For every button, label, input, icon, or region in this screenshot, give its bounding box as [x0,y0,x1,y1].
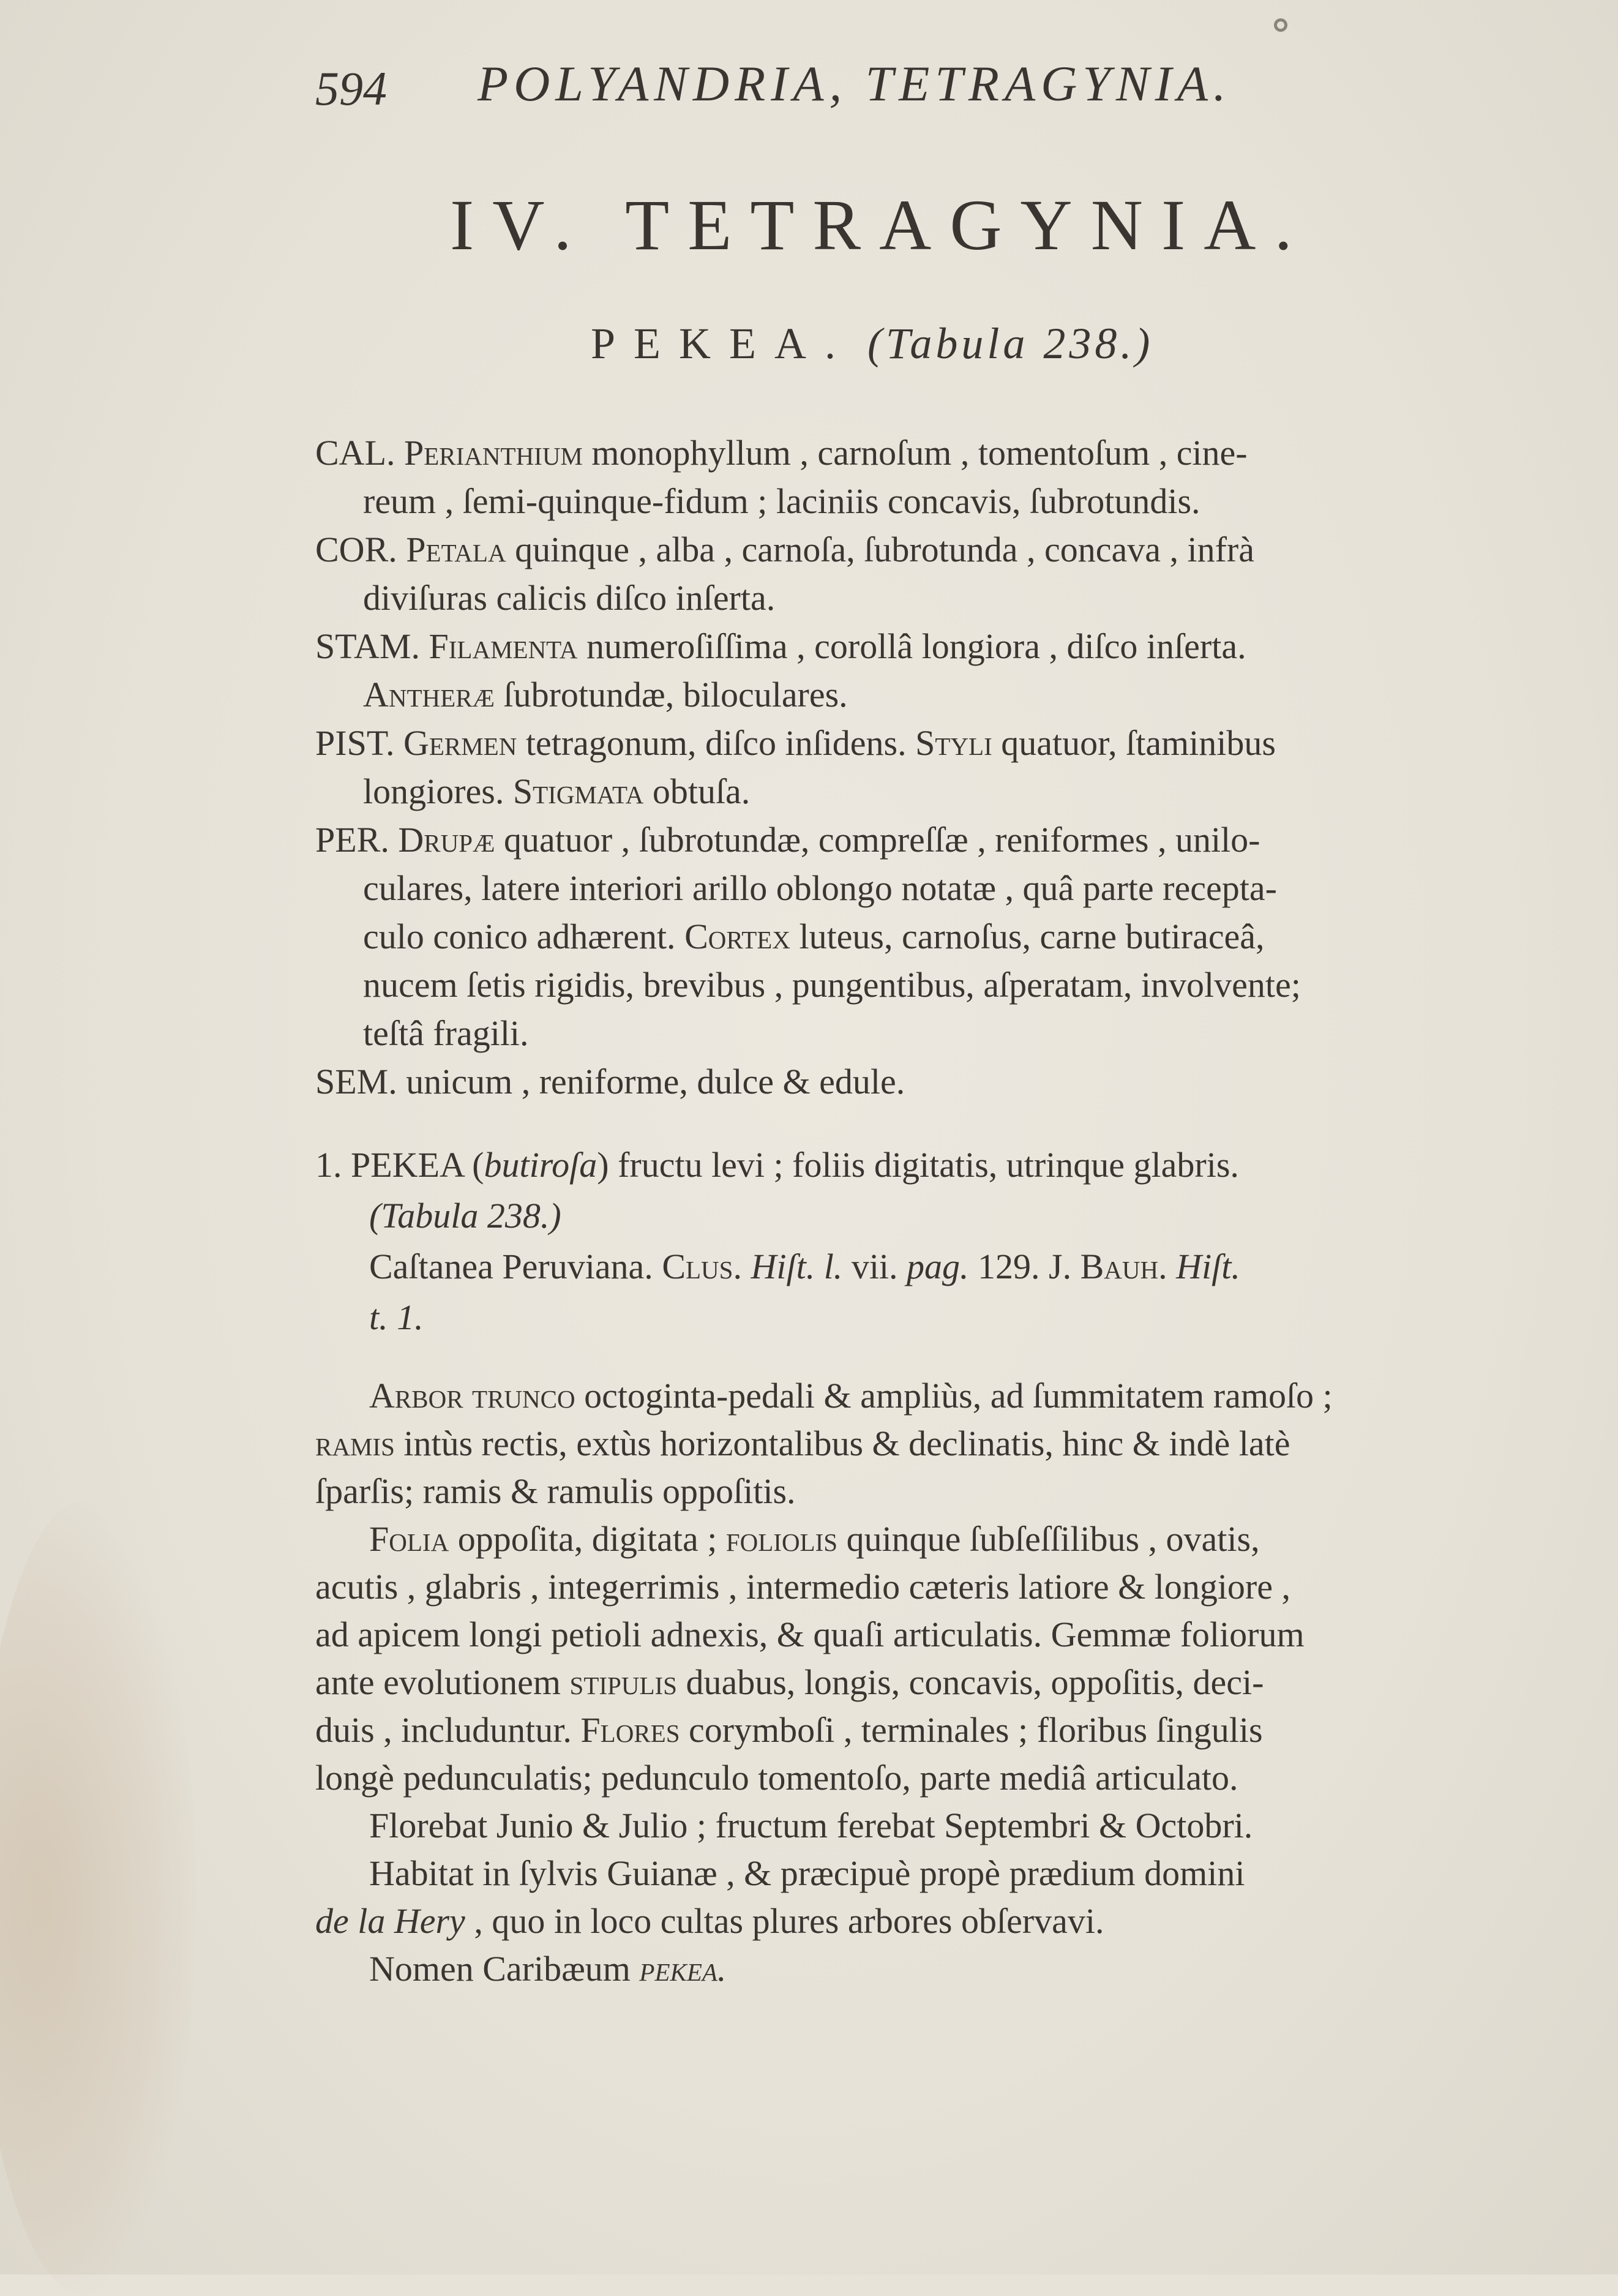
text-run: quinque , alba , carnoſa, ſubrotunda , concava , infrà [506,530,1254,569]
text-run: ſparſis; ramis & ramulis oppoſitis. [315,1471,796,1511]
text-run: Hiſt. l. [751,1247,843,1286]
text-run: monophyllum , carnoſum , tomentoſum , cine- [582,433,1248,473]
text-run: Flores [580,1710,680,1750]
text-line [315,577,1301,625]
text-run: foliolis [725,1519,838,1559]
text-run: Nomen Caribæum [369,1949,640,1989]
text-run: tetragonum, diſco inſidens. [517,723,916,763]
text-line [315,722,1301,770]
text-line [315,1757,1333,1804]
text-run: quatuor , ſubrotundæ, compreſſæ , reniformes , unilo- [495,820,1260,860]
text-run: longiores. [363,771,513,811]
text-run: culares, latere interiori arillo oblongo notatæ , quâ parte recepta- [363,868,1277,908]
character-label: CAL. [315,433,404,473]
text-line [315,1709,1333,1757]
text-run: luteus, carnoſus, carne butiraceâ, [790,917,1265,956]
text-run: Caſtanea Peruviana. [369,1247,662,1286]
text-run: teſtâ fragili. [363,1013,529,1053]
text-line [315,1804,1333,1852]
text-run [742,1247,751,1286]
text-line [315,1375,1333,1422]
text-line [315,1144,1240,1195]
text-run: ſubrotundæ, biloculares. [495,675,848,715]
running-head: POLYANDRIA, TETRAGYNIA. [478,56,1232,111]
text-run: Bauh. [1080,1247,1167,1286]
text-run: duis , includuntur. [315,1710,581,1750]
text-run: octoginta-pedali & ampliùs, ad ſummitatem ramoſo ; [575,1376,1333,1416]
generic-characters [315,432,1301,1109]
text-run: Florebat Junio & Julio ; fructum ferebat Septembri & Octobri. [369,1806,1253,1845]
text-run: pekea. [639,1949,727,1989]
character-label: PIST. [315,723,403,763]
text-run: Styli [915,723,992,763]
text-line [315,1566,1333,1613]
text-run: quatuor, ſtaminibus [992,723,1276,763]
text-run: ad apicem longi petioli adnexis, & quaſi articulatis. Gemmæ foliorum [315,1615,1305,1654]
text-line [315,915,1301,964]
text-run: Folia [369,1519,449,1559]
text-run: duabus, longis, concavis, oppoſitis, deci- [676,1662,1264,1702]
text-run: intùs rectis, extùs horizontalibus & declinatis, hinc & indè latè [394,1424,1290,1463]
text-line [315,1012,1301,1060]
text-line [315,1195,1240,1245]
text-line [315,1948,1333,1995]
text-run: Petala [406,530,506,569]
text-run: Habitat in ſylvis Guianæ , & præcipuè propè prædium domini [369,1853,1245,1893]
text-run: Cortex [684,917,790,956]
text-run: oppoſita, digitata ; [449,1519,726,1559]
text-line [315,1900,1333,1948]
species-entry [315,1144,1240,1347]
page-number: 594 [315,62,387,115]
character-label: COR. [315,530,406,569]
character-label: PER. [315,820,399,860]
text-run: Antheræ [363,675,495,715]
text-line [315,1852,1333,1900]
text-line [315,480,1301,528]
text-run: obtuſa. [643,771,751,811]
water-stain [0,1500,196,2296]
text-run: Drupæ [398,820,495,860]
character-label: SEM. [315,1062,406,1101]
text-line [315,1060,1301,1109]
genus-heading [591,318,1153,369]
ink-dot [1274,18,1287,32]
text-run: de la Hery [315,1901,465,1941]
text-line [315,1470,1333,1518]
text-run: numeroſiſſima , corollâ longiora , diſco inſerta. [577,626,1246,666]
genus-name: PEKEA. [591,319,854,368]
character-label: STAM. [315,626,429,666]
genus-tabula: (Tabula 238.) [867,319,1154,368]
text-run: , quo in loco cultas plures arbores obſervavi. [465,1901,1104,1941]
text-line [315,528,1301,577]
text-run: nucem ſetis rigidis, brevibus , pungentibus, aſperatam, involvente; [363,965,1301,1005]
text-run: Perianthium [404,433,583,473]
text-run: ante evolutionem [315,1662,570,1702]
text-run: (Tabula 238.) [369,1196,561,1236]
text-line [315,819,1301,867]
text-line [315,867,1301,915]
text-run: pag. [907,1247,969,1286]
text-run: 1. PEKEA ( [315,1145,484,1185]
text-run: Hiſt. [1176,1247,1240,1286]
text-run [1167,1247,1177,1286]
text-run: t. 1. [369,1297,424,1337]
text-run: butiroſa [484,1145,597,1185]
text-run: culo conico adhærent. [363,917,685,956]
text-line [315,1613,1333,1661]
text-line [315,964,1301,1012]
text-run: Filamenta [429,626,578,666]
text-line [315,432,1301,480]
text-run: corymboſi , terminales ; floribus ſingulis [680,1710,1263,1750]
text-run: Germen [403,723,517,763]
text-run: 129. J. [968,1247,1081,1286]
text-run: Arbor trunco [369,1376,575,1416]
text-run: stipulis [569,1662,677,1702]
text-run: ) fructu levi ; foliis digitatis, utrinque glabris. [597,1145,1239,1185]
text-run: longè pedunculatis; pedunculo tomentoſo, parte mediâ articulato. [315,1758,1238,1798]
text-line [315,770,1301,819]
text-line [315,1661,1333,1709]
text-line [315,625,1301,673]
text-run: quinque ſubſeſſilibus , ovatis, [837,1519,1260,1559]
text-line [315,1296,1240,1347]
text-run: acutis , glabris , integerrimis , intermedio cæteris latiore & longiore , [315,1567,1290,1607]
text-line [315,1245,1240,1296]
text-run: Stigmata [512,771,644,811]
text-line [315,1518,1333,1566]
text-run: unicum , reniforme, dulce & edule. [406,1062,905,1101]
text-line [315,1422,1333,1470]
text-run: reum , ſemi-quinque-fidum ; laciniis concavis, ſubrotundis. [363,481,1200,521]
text-run: ramis [315,1424,395,1463]
text-line [315,673,1301,722]
section-title: IV. TETRAGYNIA. [450,185,1311,265]
text-run: vii. [842,1247,907,1286]
species-description [315,1375,1333,1995]
text-run: Clus. [662,1247,742,1286]
text-run: diviſuras calicis diſco inſerta. [363,578,776,618]
